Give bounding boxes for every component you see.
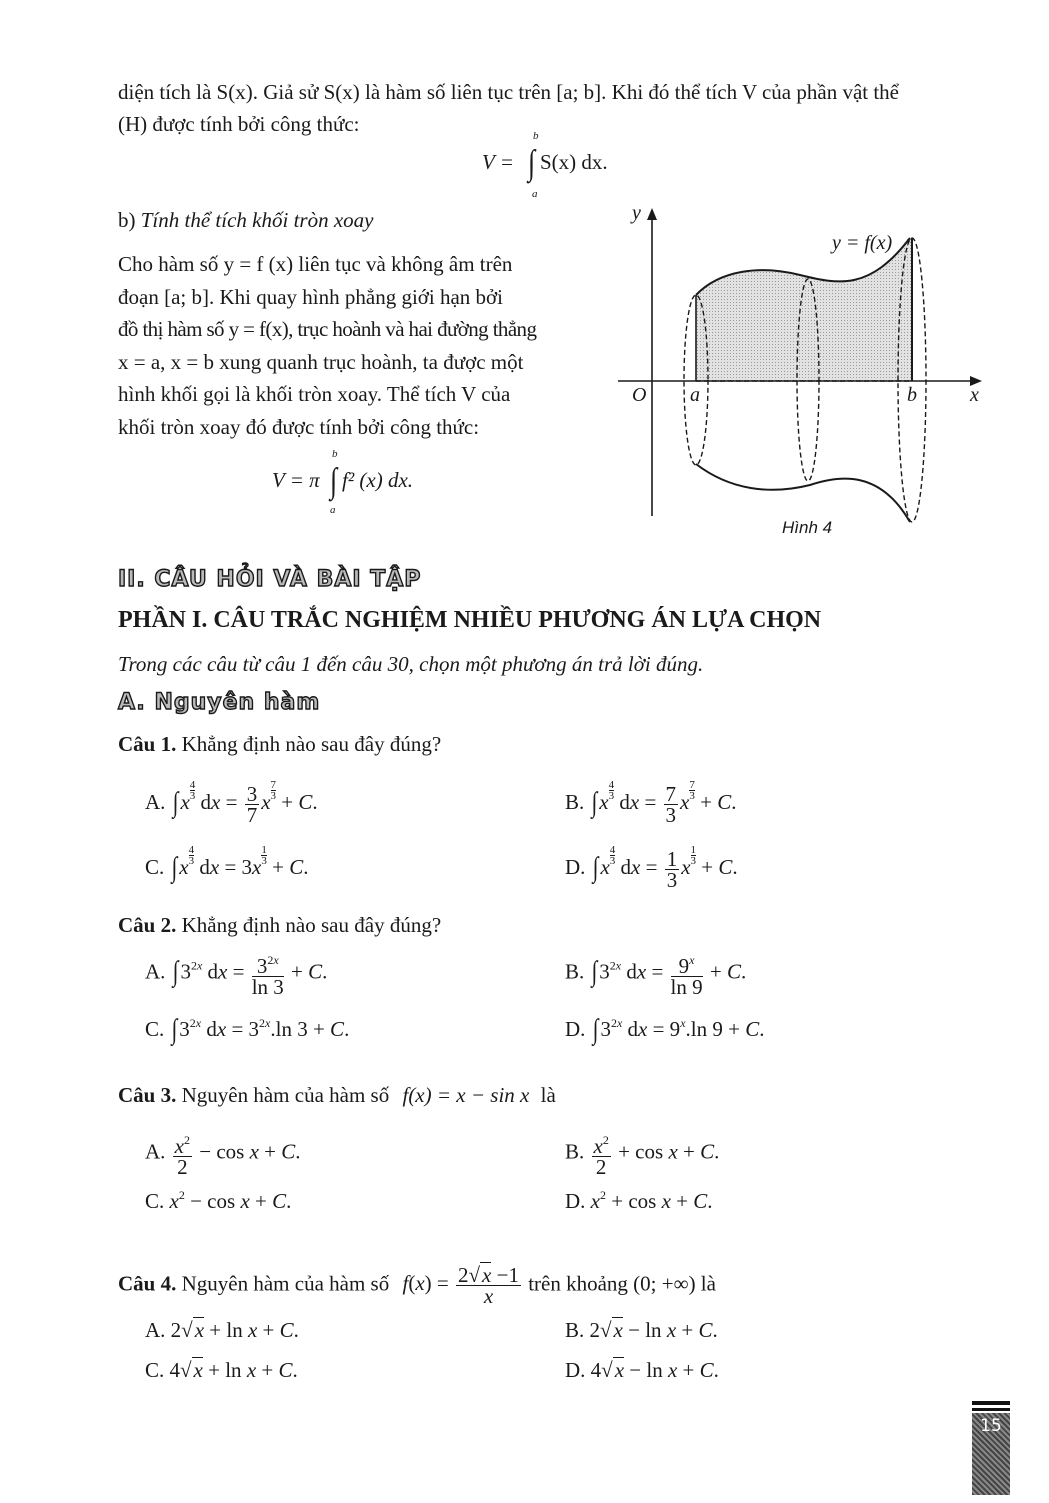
upper-limit: b [533,130,539,142]
option-letter: B. [565,1139,585,1164]
q2-option-a[interactable]: A. $\int 3^{2x}$ dx = $\frac{3^{2x}}{\ln 3}$ + C. [145,950,327,997]
subsection-heading: A. Nguyên hàm [118,690,321,715]
formula-integrand: f² (x) dx. [342,468,414,492]
b-label: b [907,384,917,406]
question-2 [118,913,441,938]
integral-sign-icon: ∫ [330,460,338,500]
section-b-title-text: Tính thể tích khối tròn xoay [140,208,374,232]
volume-formula [482,130,642,210]
paragraph-line: đồ thị hàm số y = f(x), trục hoành và hai đường thẳng [118,317,537,341]
question-text: Nguyên hàm của hàm số [181,1271,390,1296]
intro-line-1: diện tích là S(x). Giả sử S(x) là hàm số liên tục trên [a; b]. Khi đó thể tích V của phần vật thể [118,80,899,104]
option-letter: A. [145,790,166,814]
option-letter: A. [145,959,166,984]
option-letter: D. [565,1358,586,1382]
paragraph-line: đoạn [a; b]. Khi quay hình phẳng giới hạn bởi [118,284,503,309]
question-function: f(x) = x − sin x [402,1083,530,1107]
lower-limit: a [330,504,336,516]
page-number: 15 [980,1416,1002,1436]
question-4 [118,1265,716,1306]
integral-sign-icon: ∫ [528,142,536,182]
q2-option-b[interactable]: B. $\int 3^{2x}$ dx = $\frac{9^x}{\ln 9}$ + C. [565,950,746,997]
option-letter: B. [565,1318,585,1342]
intro-line-2: (H) được tính bởi công thức: [118,112,360,136]
x-axis-label: x [970,384,979,406]
part-i-heading: PHẦN I. CÂU TRẮC NGHIỆM NHIỀU PHƯƠNG ÁN LỰA CHỌN [118,607,822,633]
formula-lhs: V = [482,150,514,174]
q4-option-d[interactable]: D. 4√x − ln x + C. [565,1358,719,1382]
q1-option-a[interactable]: A. ∫x $\frac{4}{3}$ dx = $\frac{3}{7}$ x $\frac{7}{3}$ + C. [145,779,318,827]
question-3 [118,1083,556,1108]
paragraph-line: x = a, x = b xung quanh trục hoành, ta được một [118,349,524,374]
q2-option-c[interactable]: C. $\int 3^{2x}$ dx = $3^{2x}.\ln$ 3 + C. [145,1012,350,1046]
option-letter: B. [565,790,585,814]
origin-label: O [632,384,647,406]
q3-option-d[interactable]: D. $x^2 + \cos x + C$. [565,1188,713,1213]
question-label: Câu 2. [118,913,177,937]
figure-caption: Hình 4 [782,518,833,537]
page-badge-rule-bottom [972,1408,1010,1411]
instruction-text: Trong các câu từ câu 1 đến câu 30, chọn một phương án trả lời đúng. [118,652,704,676]
y-axis-label: y [632,202,641,224]
q2-option-d[interactable]: D. $\int 3^{2x}$ dx = $9^x.\ln$ 9 + C. [565,1012,765,1046]
option-letter: C. [145,1358,165,1382]
a-label: a [690,384,700,406]
upper-limit: b [332,448,338,460]
option-letter: C. [145,1189,165,1213]
page-badge-rule-top [972,1401,1010,1405]
paragraph-line: hình khối gọi là khối tròn xoay. Thể tích V của [118,382,511,406]
revolution-volume-formula [272,448,452,518]
section-ii-heading: II. CÂU HỎI VÀ BÀI TẬP [118,567,422,592]
figure-svg [610,200,1000,545]
question-function: f(x) = $\frac{2√x -1}{x}$ [402,1263,519,1308]
q4-option-c[interactable]: C. 4√x + ln x + C. [145,1358,298,1382]
question-text: Nguyên hàm của hàm số [181,1083,390,1107]
section-b-paragraph [118,248,590,443]
question-label: Câu 4. [118,1271,177,1296]
q1-option-b[interactable]: B. ∫x $\frac{4}{3}$ dx = $\frac{7}{3}$ x $\frac{7}{3}$ + C. [565,779,737,827]
option-letter: C. [145,1017,165,1041]
paragraph-line: Cho hàm số y = f (x) liên tục và không âm trên [118,252,513,276]
option-letter: D. [565,1189,586,1213]
option-letter: D. [565,855,586,879]
shaded-area [696,238,912,381]
question-1 [118,732,441,757]
q1-option-d[interactable]: D. ∫x $\frac{4}{3}$ dx = $\frac{1}{3}$ x $\frac{1}{3}$ + C. [565,844,738,892]
question-suffix: trên khoảng (0; +∞) là [528,1271,716,1296]
y-axis-arrow-icon [647,208,657,220]
option-letter: B. [565,959,585,984]
lower-limit: a [532,188,538,200]
section-b-prefix: b) [118,208,136,232]
question-suffix: là [540,1083,556,1107]
option-letter: D. [565,1017,586,1041]
paragraph-line: khối tròn xoay đó được tính bởi công thức: [118,414,480,439]
section-b-title [118,208,373,233]
q4-option-b[interactable]: B. 2√x − ln x + C. [565,1318,718,1342]
formula-lhs: V = π [272,468,320,492]
option-letter: C. [145,855,165,879]
question-label: Câu 3. [118,1083,177,1107]
q3-option-c[interactable]: C. $x^2 - \cos x + C$. [145,1188,292,1213]
formula-integrand: S(x) dx. [540,150,608,174]
curve-label: y = f(x) [832,232,893,254]
option-letter: A. [145,1139,166,1164]
option-letter: A. [145,1318,166,1342]
q4-option-a[interactable]: A. 2√x + ln x + C. [145,1318,299,1342]
question-text: Khẳng định nào sau đây đúng? [181,913,442,937]
question-text: Khẳng định nào sau đây đúng? [181,732,442,756]
q1-option-c[interactable]: C. ∫x $\frac{4}{3}$ dx = 3x $\frac{1}{3}$ + C. [145,844,309,884]
question-label: Câu 1. [118,732,177,756]
q3-option-b[interactable]: B. $\frac{x^2}{2}$ + cos x + C. [565,1130,719,1177]
q3-option-a[interactable]: A. $\frac{x^2}{2}$ − cos x + C. [145,1130,301,1177]
figure-solid-of-revolution [610,200,1000,545]
